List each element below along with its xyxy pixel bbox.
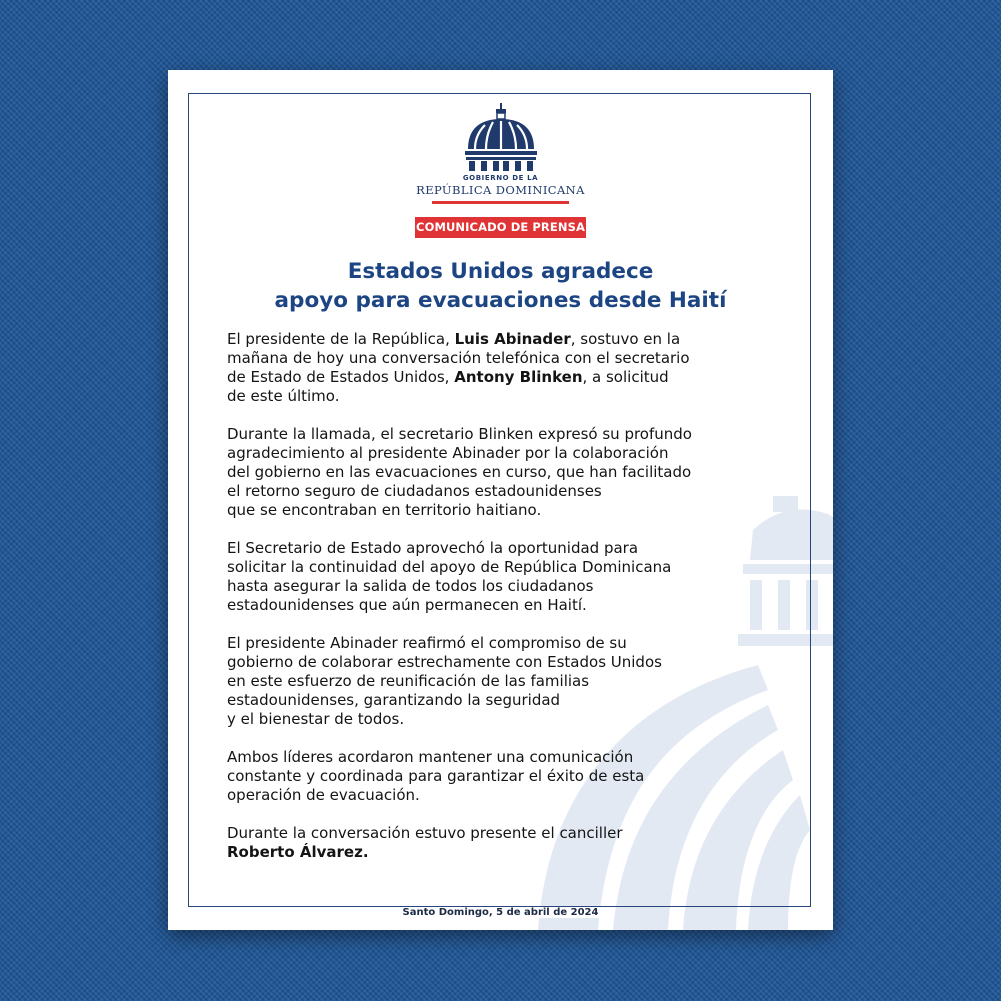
paragraph-line: constante y coordinada para garantizar el éxito de esta — [227, 767, 645, 785]
paragraph-line: en este esfuerzo de reunificación de las familias — [227, 672, 590, 690]
paragraph-line: mañana de hoy una conversación telefónica con el secretario — [227, 349, 690, 367]
government-label-small: GOBIERNO DE LA — [462, 174, 539, 182]
press-release-sheet — [168, 70, 833, 930]
paragraph-line: el retorno seguro de ciudadanos estadounidenses — [227, 482, 602, 500]
paragraph-line — [227, 843, 787, 862]
paragraph-line: estadounidenses que aún permanecen en Haití. — [227, 596, 587, 614]
paragraph-6 — [227, 824, 787, 862]
text-run-bold: Antony Blinken — [454, 368, 583, 386]
text-run: , a solicitud — [582, 368, 669, 386]
paragraph-2 — [227, 425, 787, 520]
paragraph-line: del gobierno en las evacuaciones en curso, que han facilitado — [227, 463, 692, 481]
page-title — [168, 257, 833, 315]
text-run-bold: Roberto Álvarez. — [227, 843, 369, 861]
paragraph-line: operación de evacuación. — [227, 786, 420, 804]
paragraph-line: El presidente Abinader reafirmó el compromiso de su — [227, 634, 627, 652]
paragraph-3 — [227, 539, 787, 615]
place-date: Santo Domingo, 5 de abril de 2024 — [395, 907, 607, 918]
paragraph-line: solicitar la continuidad del apoyo de República Dominicana — [227, 558, 672, 576]
paragraph-line — [227, 368, 787, 387]
footer — [168, 900, 833, 919]
paragraph-line: Ambos líderes acordaron mantener una comunicación — [227, 748, 634, 766]
text-run-bold: Luis Abinader — [454, 330, 571, 348]
paragraph-line — [227, 330, 787, 349]
paragraph-line: hasta asegurar la salida de todos los ciudadanos — [227, 577, 594, 595]
paragraph-5 — [227, 748, 787, 805]
paragraph-line: agradecimiento al presidente Abinader por la colaboración — [227, 444, 669, 462]
paragraph-line: que se encontraban en territorio haitiano. — [227, 501, 542, 519]
press-release-badge: COMUNICADO DE PRENSA — [415, 217, 586, 238]
government-label-large: REPÚBLICA DOMINICANA — [416, 183, 585, 197]
red-rule — [432, 201, 569, 204]
body-text — [227, 330, 787, 881]
paragraph-line: y el bienestar de todos. — [227, 710, 405, 728]
title-line-1: Estados Unidos agradece — [347, 259, 654, 284]
text-run: de Estado de Estados Unidos, — [227, 368, 455, 386]
paragraph-line: Durante la llamada, el secretario Blinken expresó su profundo — [227, 425, 692, 443]
title-line-2: apoyo para evacuaciones desde Haití — [274, 288, 727, 313]
paragraph-1 — [227, 330, 787, 406]
text-run: El presidente de la República, — [227, 330, 455, 348]
dome-icon — [464, 103, 538, 173]
paragraph-line: de este último. — [227, 387, 340, 405]
paragraph-line: El Secretario de Estado aprovechó la oportunidad para — [227, 539, 639, 557]
paragraph-line: Durante la conversación estuvo presente el canciller — [227, 824, 623, 842]
text-run: , sostuvo en la — [570, 330, 681, 348]
paragraph-line: gobierno de colaborar estrechamente con Estados Unidos — [227, 653, 662, 671]
paragraph-line: estadounidenses, garantizando la seguridad — [227, 691, 561, 709]
paragraph-4 — [227, 634, 787, 729]
